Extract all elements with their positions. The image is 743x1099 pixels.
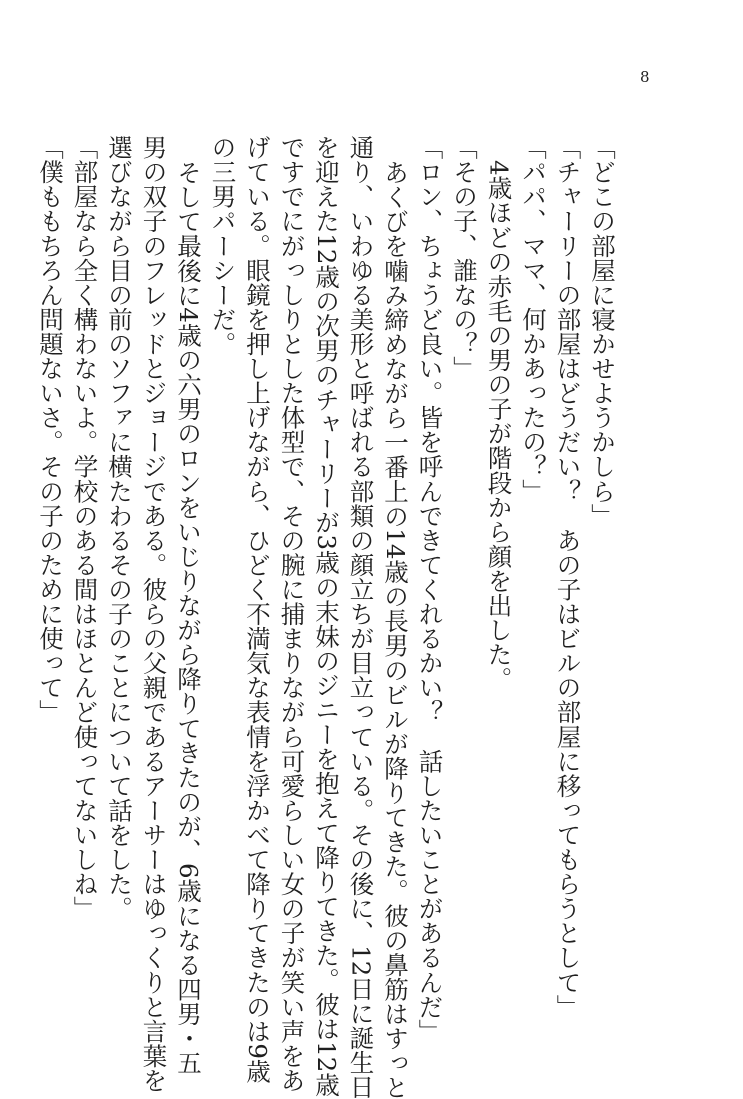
text-line-4: 4歳ほどの赤毛の男の子が階段から顔を出した。 [484, 159, 514, 691]
vertical-text-body [33, 135, 620, 1099]
text-line-15: 選びながら目の前のソファに横たわるその子のことについて話をした。 [105, 135, 134, 921]
text-line-12: の三男パーシーだ。 [208, 135, 238, 356]
text-line-8: 通り、いわゆる美形と呼ばれる部類の顔立ちが目立っている。その後に、12日に誕生日 [346, 135, 376, 1099]
text-line-1: 「どこの部屋に寝かせようかしら」 [588, 135, 617, 528]
text-line-9: を迎えた12歳の次男のチャーリーが3歳の末妹のジニーを抱えて降りてきた。彼は12歳 [312, 135, 341, 1097]
text-line-14: 男の双子のフレッドとジョージである。彼らの父親であるアーサーはゆっくりと言葉を [139, 135, 169, 1093]
text-line-11: げている。眼鏡を押し上げながら、ひどく不満気な表情を浮かべて降りてきたのは9歳 [243, 135, 272, 1084]
text-line-6: 「ロン、ちょうど良い。皆を呼んできてくれるかい？ 話したいことがあるんだ」 [415, 135, 445, 1044]
text-line-13: そして最後に4歳の六男のロンをいじりながら降りてきたのが、6歳になる四男・五 [174, 159, 203, 1075]
text-line-10: ですでにがっしりとした体型で、その腕に捕まりながら可愛らしい女の子が笑い声をあ [277, 135, 307, 1093]
text-line-2: 「チャーリーの部屋はどうだい？ あの子はビルの部屋に移ってもらうとして」 [553, 135, 583, 1019]
page-number: 8 [640, 68, 650, 86]
text-line-7: あくびを噛み締めながら一番上の14歳の長男のビルが降りてきた。彼の鼻筋はすっと [381, 159, 410, 1099]
text-line-5: 「その子、誰なの？」 [450, 135, 479, 381]
text-line-3: 「パパ、ママ、何かあったの？」 [519, 135, 548, 504]
text-line-17: 「僕ももちろん問題ないさ。その子のために使って」 [36, 135, 65, 725]
text-line-16: 「部屋なら全く構わないよ。学校のある間はほとんど使ってないしね」 [70, 135, 100, 921]
